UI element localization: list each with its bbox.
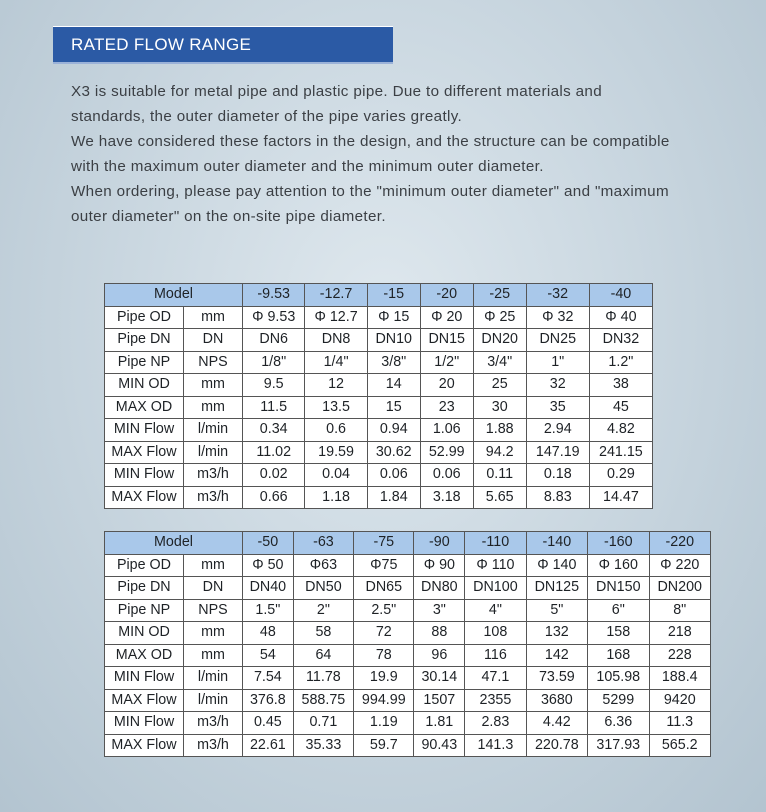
model-cell: -12.7 [305, 284, 367, 307]
value-cell: 11.02 [243, 441, 305, 464]
row-label: MAX OD [105, 396, 184, 419]
value-cell: 132 [526, 622, 587, 645]
value-cell: 45 [589, 396, 652, 419]
value-cell: 48 [243, 622, 294, 645]
value-cell: 25 [473, 374, 526, 397]
table-row [105, 486, 653, 509]
value-cell: 19.59 [305, 441, 367, 464]
table-row [105, 329, 653, 352]
value-cell: Φ 110 [465, 554, 526, 577]
row-unit: mm [184, 396, 243, 419]
table-row [105, 441, 653, 464]
value-cell: 228 [649, 644, 711, 667]
value-cell: 0.02 [243, 464, 305, 487]
value-cell: 54 [243, 644, 294, 667]
value-cell: 3/8" [367, 351, 420, 374]
value-cell: 0.6 [305, 419, 367, 442]
value-cell: 7.54 [243, 667, 294, 690]
value-cell: 3" [414, 599, 465, 622]
value-cell: 1/2" [420, 351, 473, 374]
model-cell: -32 [526, 284, 589, 307]
row-unit: l/min [184, 441, 243, 464]
value-cell: 5" [526, 599, 587, 622]
value-cell: 2" [293, 599, 353, 622]
model-cell: -63 [293, 532, 353, 555]
value-cell: Φ 50 [243, 554, 294, 577]
model-header-cell: Model [105, 532, 243, 555]
model-cell: -9.53 [243, 284, 305, 307]
value-cell: DN200 [649, 577, 711, 600]
row-label: MIN Flow [105, 419, 184, 442]
value-cell: 0.11 [473, 464, 526, 487]
value-cell: DN80 [414, 577, 465, 600]
value-cell: 64 [293, 644, 353, 667]
value-cell: DN20 [473, 329, 526, 352]
model-cell: -50 [243, 532, 294, 555]
row-label: Pipe DN [105, 577, 184, 600]
row-label: MAX OD [105, 644, 184, 667]
value-cell: 158 [588, 622, 649, 645]
value-cell: 241.15 [589, 441, 652, 464]
table-row [105, 644, 711, 667]
value-cell: 8" [649, 599, 711, 622]
table-row [105, 577, 711, 600]
row-unit: l/min [184, 419, 243, 442]
value-cell: 2.5" [354, 599, 414, 622]
row-label: Pipe OD [105, 306, 184, 329]
row-label: MIN OD [105, 374, 184, 397]
value-cell: Φ 9.53 [243, 306, 305, 329]
value-cell: 0.94 [367, 419, 420, 442]
value-cell: 13.5 [305, 396, 367, 419]
value-cell: 1.18 [305, 486, 367, 509]
row-label: Pipe NP [105, 351, 184, 374]
model-cell: -140 [526, 532, 587, 555]
value-cell: 11.5 [243, 396, 305, 419]
value-cell: 8.83 [526, 486, 589, 509]
value-cell: 20 [420, 374, 473, 397]
value-cell: DN125 [526, 577, 587, 600]
value-cell: 2355 [465, 689, 526, 712]
value-cell: Φ75 [354, 554, 414, 577]
row-unit: mm [184, 554, 243, 577]
value-cell: 15 [367, 396, 420, 419]
value-cell: 30 [473, 396, 526, 419]
value-cell: 1.19 [354, 712, 414, 735]
value-cell: 3680 [526, 689, 587, 712]
row-unit: mm [184, 374, 243, 397]
value-cell: 317.93 [588, 734, 649, 757]
value-cell: 30.14 [414, 667, 465, 690]
row-unit: m3/h [184, 486, 243, 509]
value-cell: 14 [367, 374, 420, 397]
value-cell: 52.99 [420, 441, 473, 464]
row-unit: DN [184, 577, 243, 600]
value-cell: 0.71 [293, 712, 353, 735]
value-cell: 12 [305, 374, 367, 397]
intro-line: When ordering, please pay attention to the "minimum outer diameter" and "maximum [71, 183, 669, 200]
value-cell: DN100 [465, 577, 526, 600]
row-unit: DN [184, 329, 243, 352]
value-cell: 5299 [588, 689, 649, 712]
value-cell: 4" [465, 599, 526, 622]
value-cell: DN6 [243, 329, 305, 352]
value-cell: 1.06 [420, 419, 473, 442]
model-cell: -40 [589, 284, 652, 307]
value-cell: 1.81 [414, 712, 465, 735]
value-cell: Φ 15 [367, 306, 420, 329]
value-cell: 141.3 [465, 734, 526, 757]
value-cell: 0.06 [420, 464, 473, 487]
value-cell: 96 [414, 644, 465, 667]
model-cell: -20 [420, 284, 473, 307]
value-cell: 11.78 [293, 667, 353, 690]
value-cell: Φ 90 [414, 554, 465, 577]
value-cell: 6.36 [588, 712, 649, 735]
table-row [105, 622, 711, 645]
row-label: MAX Flow [105, 734, 184, 757]
value-cell: 105.98 [588, 667, 649, 690]
value-cell: 9420 [649, 689, 711, 712]
value-cell: 9.5 [243, 374, 305, 397]
value-cell: Φ 25 [473, 306, 526, 329]
model-header-cell: Model [105, 284, 243, 307]
value-cell: 1.2" [589, 351, 652, 374]
value-cell: 58 [293, 622, 353, 645]
table-row [105, 306, 653, 329]
flow-range-table-large [104, 531, 711, 757]
value-cell: DN32 [589, 329, 652, 352]
row-label: Pipe DN [105, 329, 184, 352]
table-row [105, 419, 653, 442]
table-row [105, 734, 711, 757]
intro-text [71, 79, 751, 229]
value-cell: 188.4 [649, 667, 711, 690]
value-cell: 376.8 [243, 689, 294, 712]
table-row [105, 599, 711, 622]
value-cell: 94.2 [473, 441, 526, 464]
value-cell: 78 [354, 644, 414, 667]
table-row [105, 351, 653, 374]
row-label: MAX Flow [105, 689, 184, 712]
model-cell: -220 [649, 532, 711, 555]
value-cell: 108 [465, 622, 526, 645]
model-cell: -25 [473, 284, 526, 307]
value-cell: 565.2 [649, 734, 711, 757]
value-cell: DN25 [526, 329, 589, 352]
table-row [105, 464, 653, 487]
row-label: MIN Flow [105, 712, 184, 735]
intro-line: with the maximum outer diameter and the minimum outer diameter. [71, 158, 544, 175]
value-cell: 1.5" [243, 599, 294, 622]
value-cell: 0.29 [589, 464, 652, 487]
value-cell: 142 [526, 644, 587, 667]
value-cell: Φ 12.7 [305, 306, 367, 329]
row-label: MIN OD [105, 622, 184, 645]
value-cell: 116 [465, 644, 526, 667]
row-label: Pipe NP [105, 599, 184, 622]
value-cell: 4.82 [589, 419, 652, 442]
table-header-row [105, 532, 711, 555]
value-cell: DN65 [354, 577, 414, 600]
row-unit: mm [184, 306, 243, 329]
intro-line: We have considered these factors in the design, and the structure can be compatible [71, 133, 670, 150]
value-cell: Φ63 [293, 554, 353, 577]
row-unit: m3/h [184, 712, 243, 735]
section-title-banner [53, 26, 393, 64]
value-cell: 2.83 [465, 712, 526, 735]
row-unit: NPS [184, 599, 243, 622]
table-row [105, 554, 711, 577]
value-cell: DN10 [367, 329, 420, 352]
value-cell: Φ 160 [588, 554, 649, 577]
value-cell: 38 [589, 374, 652, 397]
table-row [105, 396, 653, 419]
model-cell: -90 [414, 532, 465, 555]
value-cell: 72 [354, 622, 414, 645]
value-cell: Φ 220 [649, 554, 711, 577]
value-cell: DN50 [293, 577, 353, 600]
intro-line: outer diameter" on the on-site pipe diameter. [71, 208, 386, 225]
row-unit: mm [184, 644, 243, 667]
value-cell: 23 [420, 396, 473, 419]
value-cell: 11.3 [649, 712, 711, 735]
model-cell: -160 [588, 532, 649, 555]
value-cell: DN8 [305, 329, 367, 352]
value-cell: 22.61 [243, 734, 294, 757]
row-unit: mm [184, 622, 243, 645]
table-row [105, 712, 711, 735]
row-label: MIN Flow [105, 667, 184, 690]
value-cell: DN40 [243, 577, 294, 600]
value-cell: 147.19 [526, 441, 589, 464]
value-cell: 1/8" [243, 351, 305, 374]
row-label: Pipe OD [105, 554, 184, 577]
table-row [105, 667, 711, 690]
value-cell: 19.9 [354, 667, 414, 690]
row-label: MAX Flow [105, 441, 184, 464]
value-cell: 47.1 [465, 667, 526, 690]
value-cell: 1" [526, 351, 589, 374]
model-cell: -15 [367, 284, 420, 307]
value-cell: 4.42 [526, 712, 587, 735]
value-cell: 30.62 [367, 441, 420, 464]
model-cell: -110 [465, 532, 526, 555]
value-cell: 3/4" [473, 351, 526, 374]
row-unit: NPS [184, 351, 243, 374]
value-cell: 59.7 [354, 734, 414, 757]
value-cell: 88 [414, 622, 465, 645]
value-cell: 35.33 [293, 734, 353, 757]
row-unit: m3/h [184, 464, 243, 487]
row-label: MAX Flow [105, 486, 184, 509]
value-cell: 5.65 [473, 486, 526, 509]
table-header-row [105, 284, 653, 307]
value-cell: 0.34 [243, 419, 305, 442]
value-cell: 6" [588, 599, 649, 622]
value-cell: 2.94 [526, 419, 589, 442]
value-cell: 1507 [414, 689, 465, 712]
table-row [105, 374, 653, 397]
row-unit: l/min [184, 689, 243, 712]
value-cell: DN150 [588, 577, 649, 600]
section-title: RATED FLOW RANGE [71, 35, 252, 54]
table-row [105, 689, 711, 712]
intro-line: standards, the outer diameter of the pipe varies greatly. [71, 108, 463, 125]
value-cell: 73.59 [526, 667, 587, 690]
intro-line: X3 is suitable for metal pipe and plastic pipe. Due to different materials and [71, 83, 603, 100]
value-cell: 32 [526, 374, 589, 397]
value-cell: Φ 32 [526, 306, 589, 329]
model-cell: -75 [354, 532, 414, 555]
value-cell: 0.45 [243, 712, 294, 735]
value-cell: 0.06 [367, 464, 420, 487]
row-unit: l/min [184, 667, 243, 690]
value-cell: 220.78 [526, 734, 587, 757]
value-cell: 1/4" [305, 351, 367, 374]
value-cell: 218 [649, 622, 711, 645]
value-cell: 994.99 [354, 689, 414, 712]
row-label: MIN Flow [105, 464, 184, 487]
flow-range-table-small [104, 283, 653, 509]
value-cell: 0.66 [243, 486, 305, 509]
value-cell: 588.75 [293, 689, 353, 712]
value-cell: 35 [526, 396, 589, 419]
value-cell: 168 [588, 644, 649, 667]
value-cell: 1.84 [367, 486, 420, 509]
value-cell: Φ 140 [526, 554, 587, 577]
value-cell: Φ 40 [589, 306, 652, 329]
value-cell: 0.04 [305, 464, 367, 487]
value-cell: Φ 20 [420, 306, 473, 329]
value-cell: 0.18 [526, 464, 589, 487]
value-cell: 14.47 [589, 486, 652, 509]
value-cell: 90.43 [414, 734, 465, 757]
value-cell: 1.88 [473, 419, 526, 442]
value-cell: 3.18 [420, 486, 473, 509]
value-cell: DN15 [420, 329, 473, 352]
row-unit: m3/h [184, 734, 243, 757]
